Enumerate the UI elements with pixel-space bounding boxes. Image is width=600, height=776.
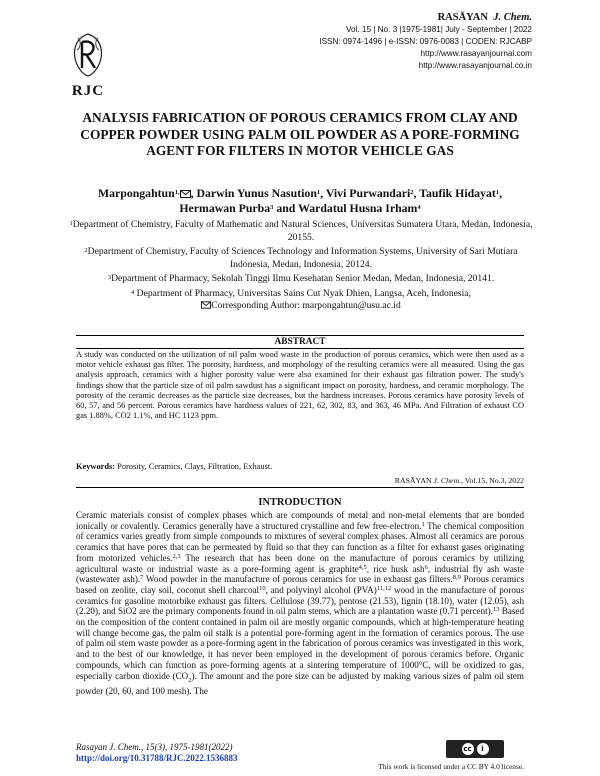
affiliation-item: $^4$ Department of Pharmacy, Universitas Sains Cut Nyak Dhien, Langsa, Aceh, Indonesia, xyxy=(131,287,471,299)
journal-url-2[interactable]: http://www.rasayanjournal.co.in xyxy=(418,61,532,70)
introduction-heading: INTRODUCTION xyxy=(258,497,342,508)
journal-logo xyxy=(66,32,110,100)
cc-by-badge[interactable] xyxy=(446,740,504,758)
journal-info xyxy=(319,12,532,72)
logo-text: RJC xyxy=(71,83,105,99)
running-head: RASĀYAN J. Chem., Vol.15, No.3, 2022 xyxy=(394,476,524,485)
affiliations xyxy=(68,219,534,315)
affiliation-item: $^3$Department of Pharmacy, Sekolah Tinggi Ilmu Kesehatan Senior Medan, Medan, Indonesia, 20141. xyxy=(107,273,495,285)
affiliation-item: $^2$Department of Chemistry, Faculty of Sciences Technology and Information Systems, University of Sari Mutiara Indonesia, Medan, Indonesia, 20124. xyxy=(84,246,518,270)
corresponding-author: Corresponding Author: marpongahtun@usu.ac.id xyxy=(68,300,534,313)
footer-citation: Rasayan J. Chem., 15(3), 1975-1981(2022) http://doi.org/10.31788/RJC.2022.1536883 xyxy=(76,742,238,763)
introduction-text: Ceramic materials consist of complex phases which are compounds of metal and non-metal elements that are bonded ionically or covalently. Ceramics generally have a structured crystalline and few free-electron.$^1$ The chemical composition of ceramics varies greatly from simple compounds to mixtures of several complex phases. Almost all ceramics are porous ceramics that have pores that can be permeated by fluid so that they can function as a filter for exhaust gases originating from motorized vehicles.$^{2,3}$ The research that has been done on the manufacture of porous ceramics by utilizing agricultural waste or industrial waste as a pore-forming agent is graphite$^{4,5}$, rice husk ash$^6$, industrial fly ash waste (wastewater ash).$^7$ Wood powder in the manufacture of porous ceramics for use in exhaust gas filters.$^{8,9}$ Porous ceramics based on zeolite, clay soil, coconut shell charcoal$^{10}$, and polyvinyl alcohol (PVA)$^{11,12}$ wood in the manufacture of porous ceramics for gasoline motorbike exhaust gas filters. Cellulose (39.77), pentose (21.53), lignin (18.10), water (12.05), ash (2.20), and SiO2 are the primary components found in oil palm stems, which are a plantation waste (0.71 percent).$^{13}$ Based on the composition of the content contained in palm oil are mostly organic compounds, which at high-temperature heating will change become gas, the palm oil stalk is a potential pore-forming agent in the formation of ceramics porous. The use of palm oil stem waste powder as a pore-forming agent in the fabrication of porous ceramics was investigated in this work, and to the best of our knowledge, it has never been employed in the development of porous ceramics before. Organic compounds, which can function as pore-forming agents at a sintering temperature of 1000°C, will be oxidized to gas, especially carbon dioxide $(CO_2)$. The amount and the pore size can be adjusted by making various sizes of palm oil stem powder (20, 60, and 100 mesh). The xyxy=(76,510,524,697)
abstract-sub-rule xyxy=(76,348,524,349)
license-text: This work is licensed under a CC BY 4.0 license. xyxy=(378,762,524,771)
cc-icon: cc xyxy=(463,745,472,753)
attribution-icon: i xyxy=(477,743,489,755)
paper-title: ANALYSIS FABRICATION OF POROUS CERAMICS FROM CLAY AND COPPER POWDER USING PALM OIL POWDER AS A PORE-FORMING AGENT FOR FILTERS IN MOTOR VEHICLE GAS xyxy=(80,110,520,159)
rjc-emblem-icon xyxy=(68,32,108,78)
mail-icon xyxy=(180,190,191,198)
issn-line: ISSN: 0974-1496 | e-ISSN: 0976-0083 | CODEN: RJCABP xyxy=(319,37,532,46)
abstract-bottom-rule xyxy=(76,487,524,488)
keywords: Keywords: Porosity, Ceramics, Clays, Filtration, Exhaust. xyxy=(76,462,273,471)
doi-link[interactable]: http://doi.org/10.31788/RJC.2022.1536883 xyxy=(76,753,238,763)
mail-icon xyxy=(201,301,211,309)
abstract-text: A study was conducted on the utilization of oil palm wood waste in the production of porous ceramics, which were then used as a motor vehicle exhaust gas filter. The porosity, hardness, and morphology of the resulting ceramics were all measured. Using the gas analysis approach, ceramics with a higher porosity value were also examined for their exhaust gas filtration power. The study's findings show that the particle size of oil palm sawdust has a significant impact on porosity, hardness, and ceramic morphology. The porosity of the ceramic decreases as the particle size decreases, but the hardness increases. Porous ceramics have porosity levels of 60, 57, and 56 percent. Porous ceramics have hardness values of 221, 62, 302, 83, and 363, 46 MPa. And Filtration of exhaust CO gas 1.88%, CO2 1.1%, and HC 1123 ppm. xyxy=(76,350,524,421)
volume-line: Vol. 15 | No. 3 |1975-1981| July - September | 2022 xyxy=(345,25,532,34)
journal-url-1[interactable]: http://www.rasayanjournal.com xyxy=(420,49,532,58)
journal-name: RASĀYAN J. Chem. xyxy=(437,12,532,23)
affiliation-item: $^1$Department of Chemistry, Faculty of Mathematic and Natural Sciences, Universitas Sumatera Utara, Medan, Indonesia, 20155. xyxy=(69,219,533,243)
abstract-heading: ABSTRACT xyxy=(274,337,326,347)
abstract-top-rule xyxy=(76,335,524,336)
author-list: Marpongahtun$^{1,}$ , Darwin Yunus Nasution$^1$, Vivi Purwandari$^2$, Taufik Hidayat$^1$, Hermawan Purba$^3$ and Wardatul Husna Irham$^4$ xyxy=(97,186,503,215)
